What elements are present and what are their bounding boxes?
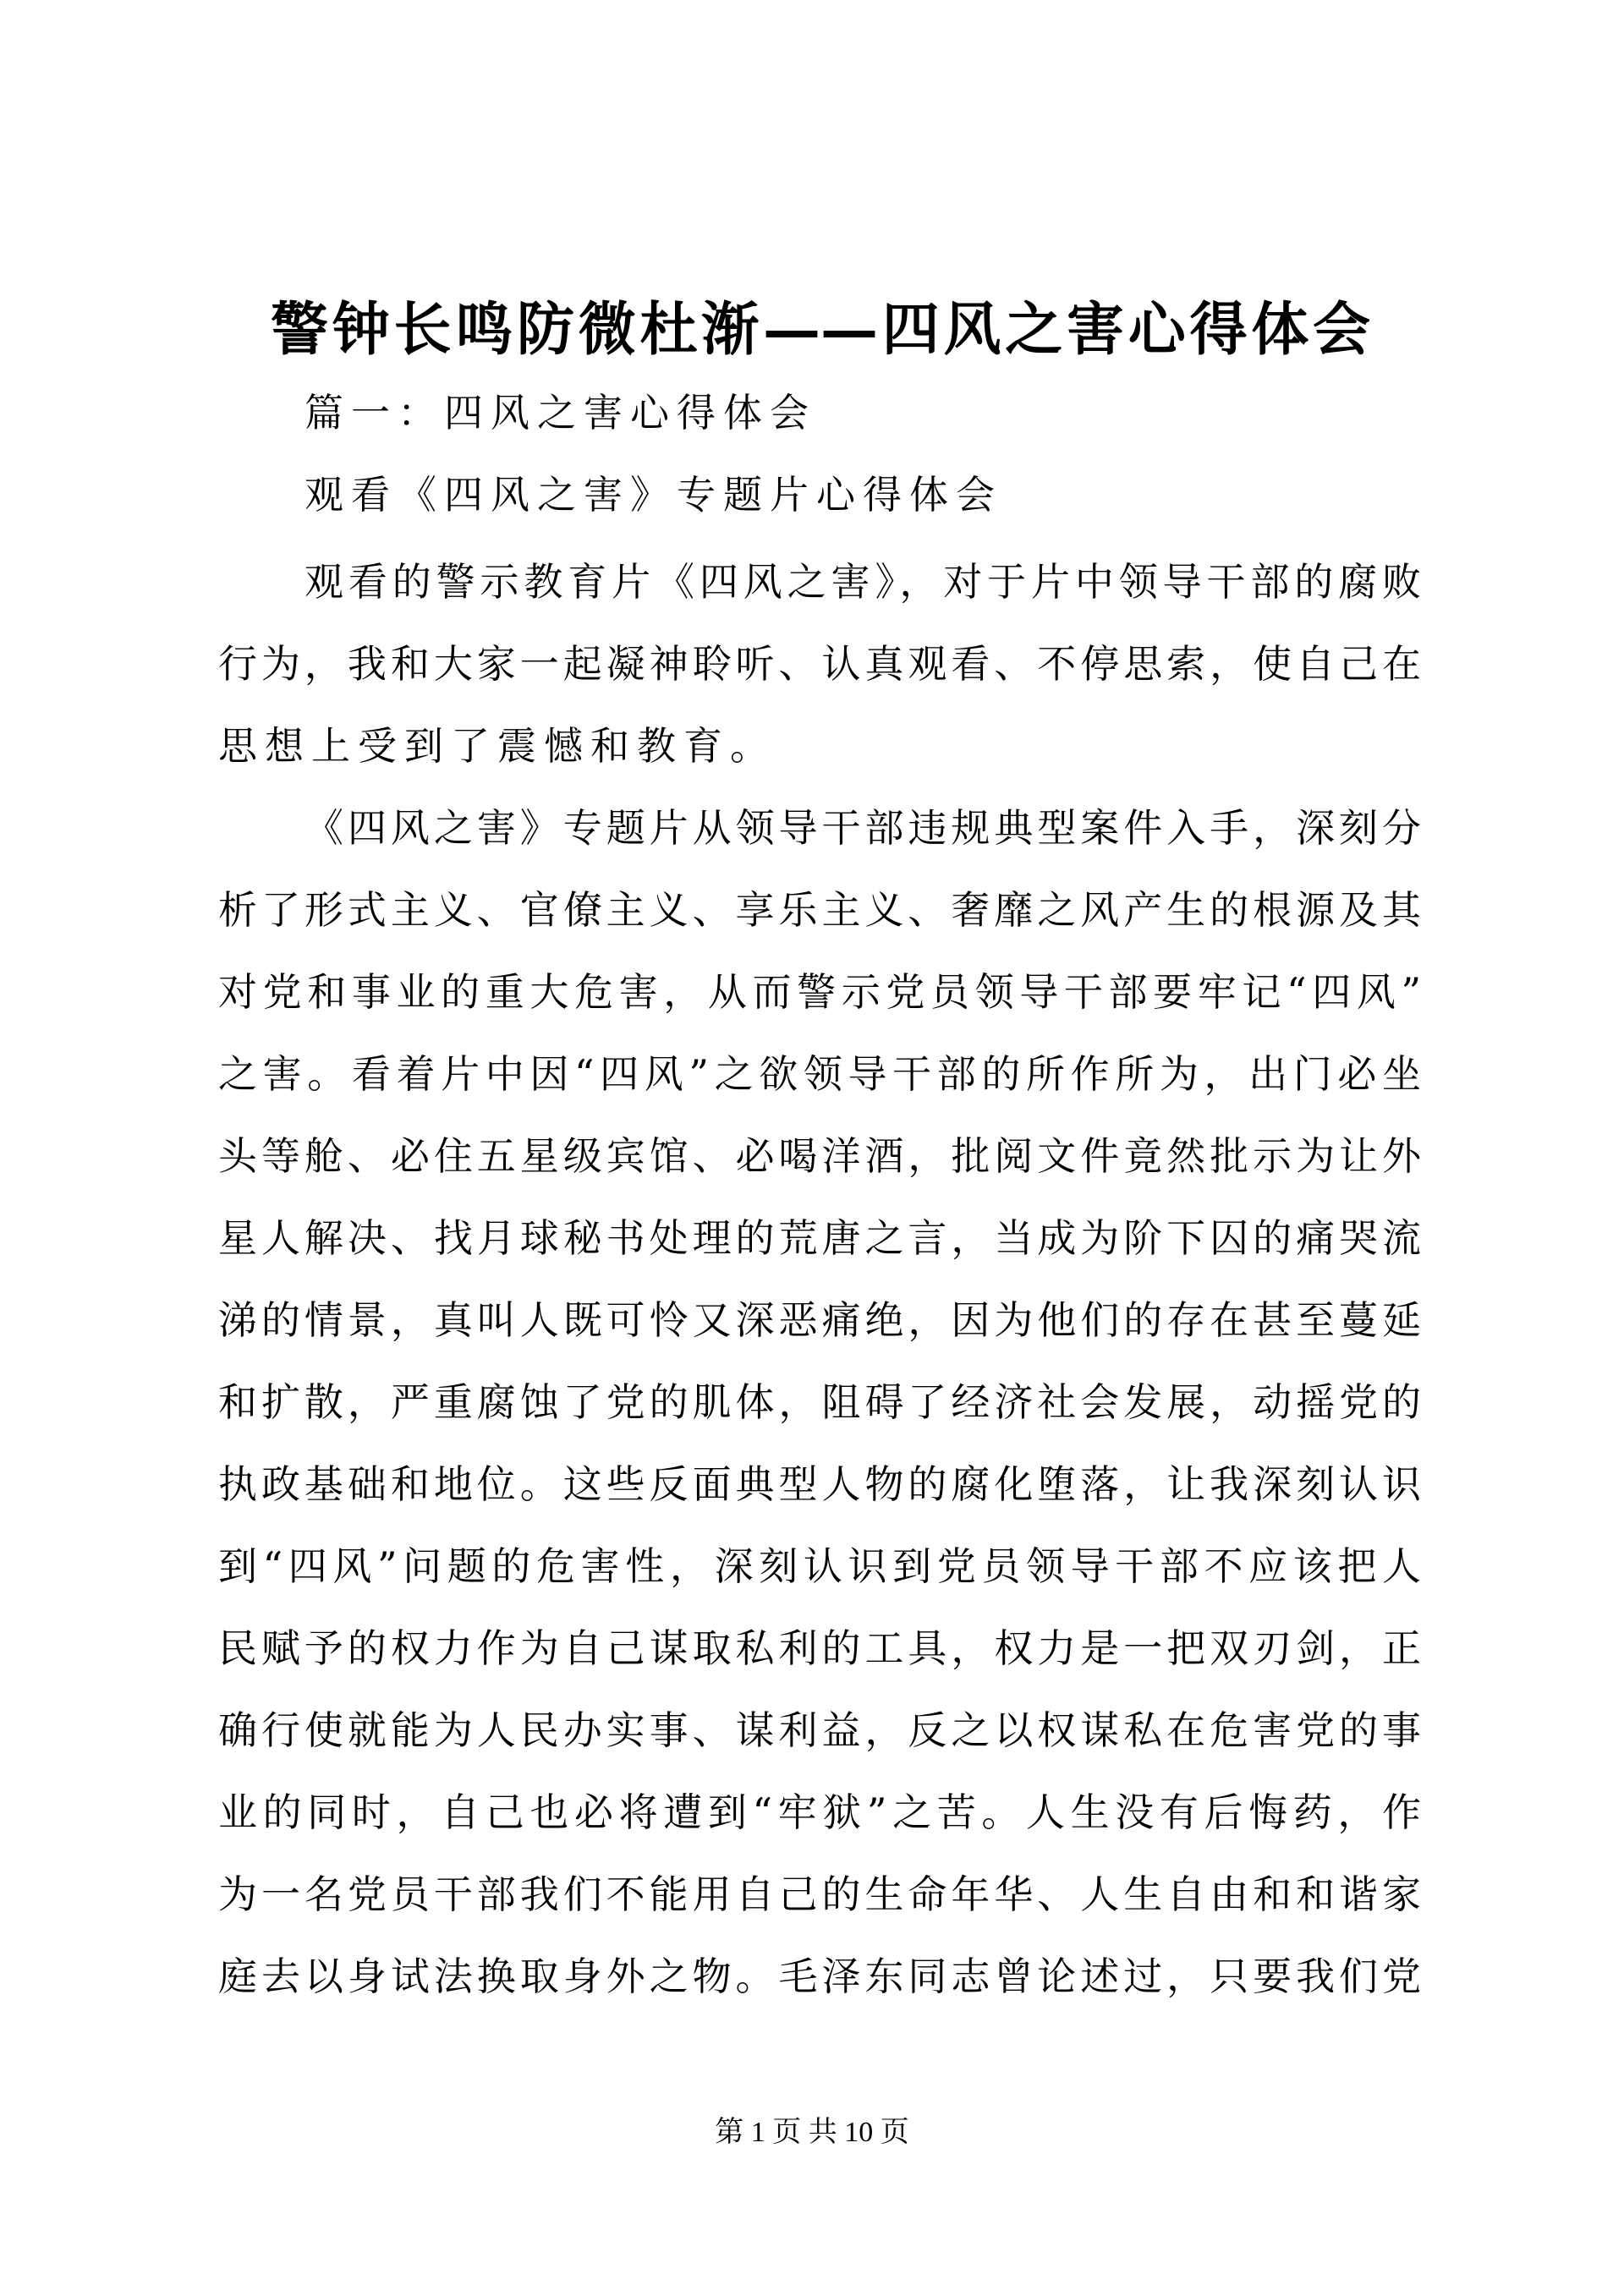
paragraph-line: 《四风之害》专题片从领导干部违规典型案件入手，深刻分 (304, 805, 1421, 851)
section-heading: 篇一：四风之害心得体会 (304, 390, 816, 436)
paragraph-line: 庭去以身试法换取身外之物。毛泽东同志曾论述过，只要我们党 (218, 1954, 1421, 1999)
paragraph-line: 民赋予的权力作为自己谋取私利的工具，权力是一把双刃剑，正 (218, 1625, 1421, 1671)
paragraph-line: 业的同时，自己也必将遭到“牢狱”之苦。人生没有后悔药，作 (218, 1789, 1421, 1835)
paragraph-line: 确行使就能为人民办实事、谋利益，反之以权谋私在危害党的事 (218, 1707, 1421, 1753)
paragraph-line: 之害。看着片中因“四风”之欲领导干部的所作所为，出门必坐 (218, 1051, 1421, 1097)
paragraph-line: 涕的情景，真叫人既可怜又深恶痛绝，因为他们的存在甚至蔓延 (218, 1297, 1421, 1343)
subheading: 观看《四风之害》专题片心得体会 (304, 472, 1002, 518)
paragraph-line: 和扩散，严重腐蚀了党的肌体，阻碍了经济社会发展，动摇党的 (218, 1379, 1421, 1425)
paragraph-line: 为一名党员干部我们不能用自己的生命年华、人生自由和和谐家 (218, 1871, 1421, 1917)
paragraph-line: 析了形式主义、官僚主义、享乐主义、奢靡之风产生的根源及其 (218, 887, 1421, 933)
paragraph-line: 头等舱、必住五星级宾馆、必喝洋酒，批阅文件竟然批示为让外 (218, 1133, 1421, 1179)
paragraph-line: 对党和事业的重大危害，从而警示党员领导干部要牢记“四风” (218, 969, 1421, 1015)
paragraph-line: 思想上受到了震憾和教育。 (218, 723, 776, 769)
document-title: 警钟长鸣防微杜渐——四风之害心得体会 (271, 296, 1370, 364)
paragraph-line: 执政基础和地位。这些反面典型人物的腐化堕落，让我深刻认识 (218, 1461, 1421, 1507)
paragraph-line: 行为，我和大家一起凝神聆听、认真观看、不停思索，使自己在 (218, 641, 1421, 687)
paragraph-line: 到“四风”问题的危害性，深刻认识到党员领导干部不应该把人 (218, 1543, 1421, 1589)
page-number-footer: 第 1 页 共 10 页 (715, 2117, 909, 2148)
paragraph-line: 星人解决、找月球秘书处理的荒唐之言，当成为阶下囚的痛哭流 (218, 1215, 1421, 1261)
paragraph-line: 观看的警示教育片《四风之害》，对于片中领导干部的腐败 (304, 559, 1421, 605)
